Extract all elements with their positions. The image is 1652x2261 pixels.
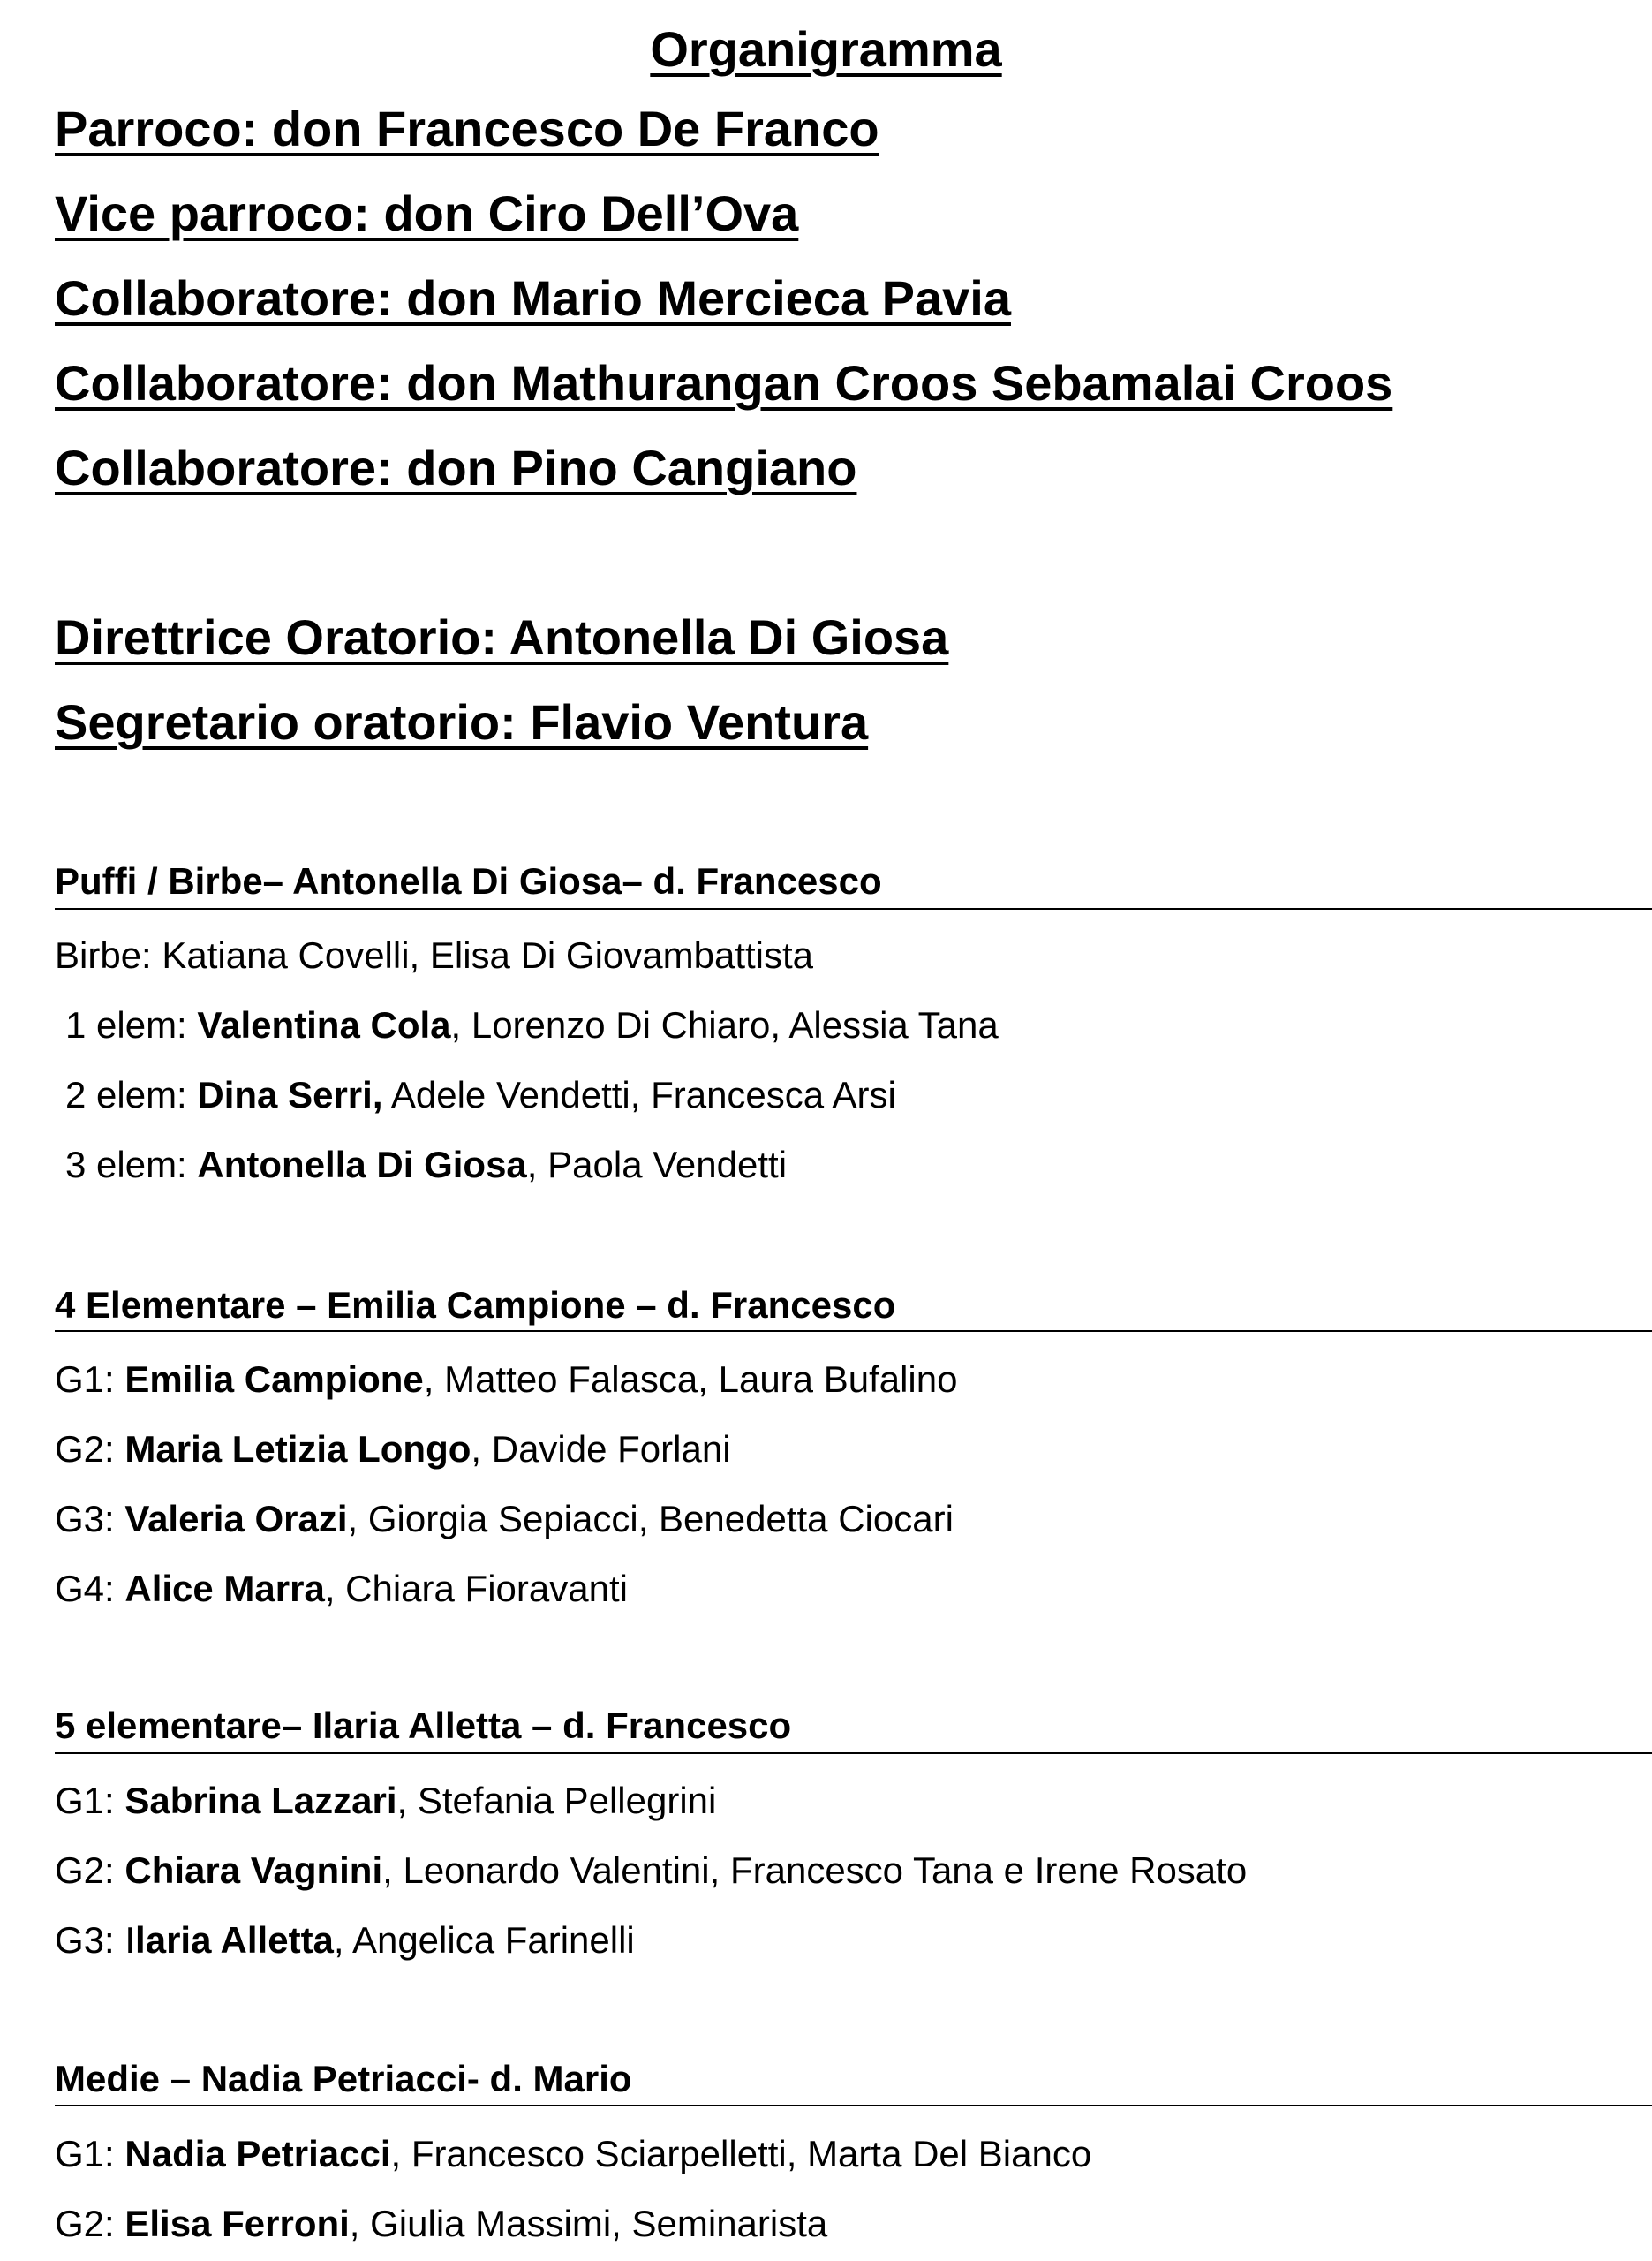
group-label: G1:: [55, 2133, 125, 2174]
group-members: , Francesco Sciarpelletti, Marta Del Bianco: [390, 2133, 1092, 2174]
section-heading: Medie – Nadia Petriacci- d. Mario: [55, 2058, 632, 2099]
group-leader: Dina Serri,: [197, 1074, 383, 1115]
section-divider: [55, 1752, 1652, 1754]
role-collaboratore-1: Collaboratore: don Mario Mercieca Pavia: [55, 270, 1011, 326]
group-label: G3:: [55, 1498, 125, 1539]
group-label: G2:: [55, 1428, 125, 1470]
group-leader: Antonella Di Giosa: [197, 1144, 527, 1185]
group-members: , Angelica Farinelli: [333, 1919, 635, 1961]
group-members: , Chiara Fioravanti: [324, 1568, 628, 1609]
group-row: [55, 1496, 954, 1542]
group-row: [65, 1002, 999, 1048]
group-members: Adele Vendetti, Francesca Arsi: [382, 1074, 896, 1115]
group-row: [55, 1566, 628, 1612]
group-row: [55, 1357, 957, 1403]
group-label: G1:: [55, 1780, 125, 1821]
group-label: Birbe:: [55, 934, 162, 976]
group-leader: Nadia Petriacci: [124, 2133, 391, 2174]
role-segretario-oratorio: Segretario oratorio: Flavio Ventura: [55, 694, 869, 750]
page-title-text: Organigramma: [650, 21, 1002, 77]
page-title: [0, 19, 1652, 79]
section-divider: [55, 1330, 1652, 1332]
role-collaboratore-2: Collaboratore: don Mathurangan Croos Sebamalai Croos: [55, 355, 1393, 411]
group-leader: Maria Letizia Longo: [124, 1428, 471, 1470]
group-row: [65, 1142, 787, 1188]
group-label: G3: I: [55, 1919, 136, 1961]
group-members: , Lorenzo Di Chiaro, Alessia Tana: [450, 1004, 999, 1046]
section-divider: [55, 908, 1652, 910]
group-row: [65, 1072, 896, 1118]
group-leader: Valeria Orazi: [124, 1498, 348, 1539]
group-members: Katiana Covelli, Elisa Di Giovambattista: [162, 934, 814, 976]
group-label: 3 elem:: [65, 1144, 198, 1185]
group-label: G4:: [55, 1568, 125, 1609]
group-label: G2:: [55, 2203, 125, 2244]
section-divider: [55, 2105, 1652, 2106]
group-members: , Matteo Falasca, Laura Bufalino: [423, 1358, 958, 1400]
group-label: 2 elem:: [65, 1074, 198, 1115]
role-vice-parroco: Vice parroco: don Ciro Dell’Ova: [55, 185, 799, 241]
section-heading: 5 elementare– Ilaria Alletta – d. Francesco: [55, 1705, 792, 1746]
group-label: 1 elem:: [65, 1004, 198, 1046]
group-row: [55, 1778, 716, 1824]
group-row: [55, 2201, 827, 2247]
group-row: [55, 1848, 1247, 1894]
group-leader: Chiara Vagnini: [124, 1849, 383, 1891]
group-members: , Stefania Pellegrini: [396, 1780, 717, 1821]
group-members: , Davide Forlani: [471, 1428, 731, 1470]
group-label: G2:: [55, 1849, 125, 1891]
group-members: , Paola Vendetti: [526, 1144, 788, 1185]
role-parroco: Parroco: don Francesco De Franco: [55, 101, 879, 156]
group-leader: Emilia Campione: [124, 1358, 424, 1400]
group-members: , Leonardo Valentini, Francesco Tana e Irene Rosato: [382, 1849, 1248, 1891]
role-collaboratore-3: Collaboratore: don Pino Cangiano: [55, 440, 857, 495]
group-label: G1:: [55, 1358, 125, 1400]
section-heading: 4 Elementare – Emilia Campione – d. Francesco: [55, 1284, 896, 1326]
group-row: [55, 933, 813, 979]
group-row: [55, 2131, 1091, 2177]
role-direttrice-oratorio: Direttrice Oratorio: Antonella Di Giosa: [55, 609, 949, 665]
group-members: , Giulia Massimi, Seminarista: [349, 2203, 828, 2244]
group-leader: Valentina Cola: [197, 1004, 451, 1046]
group-leader: Alice Marra: [124, 1568, 325, 1609]
group-leader: Sabrina Lazzari: [124, 1780, 397, 1821]
group-members: , Giorgia Sepiacci, Benedetta Ciocari: [347, 1498, 954, 1539]
group-leader: laria Alletta: [135, 1919, 334, 1961]
group-row: [55, 1917, 635, 1963]
section-heading: Puffi / Birbe– Antonella Di Giosa– d. Francesco: [55, 860, 882, 902]
group-leader: Elisa Ferroni: [124, 2203, 350, 2244]
group-row: [55, 1426, 731, 1472]
